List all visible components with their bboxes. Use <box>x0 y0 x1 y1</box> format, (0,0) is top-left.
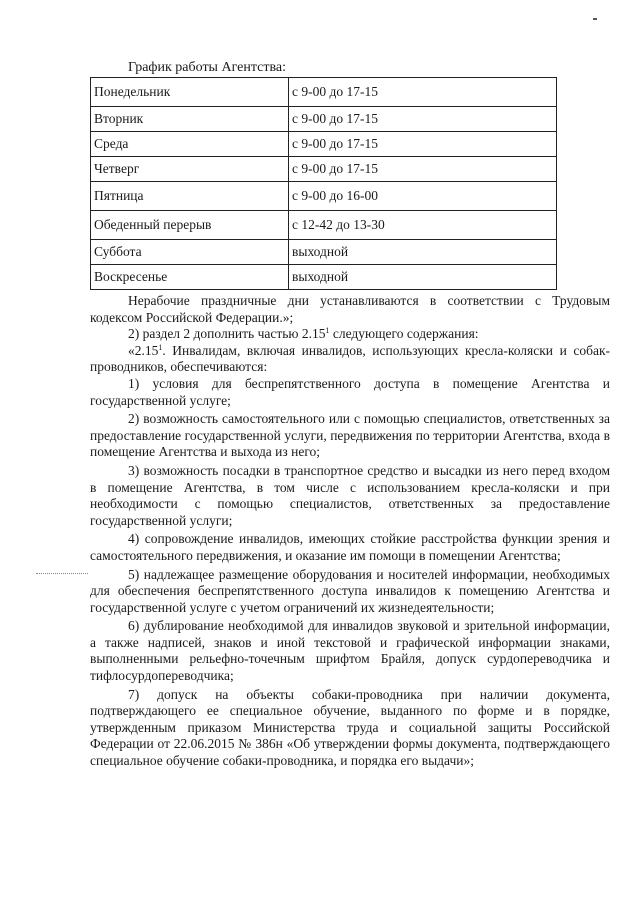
time-cell: с 9-00 до 17-15 <box>289 107 557 132</box>
paragraph-section-2-15 <box>90 343 610 376</box>
schedule-title: График работы Агентства: <box>128 60 286 75</box>
scan-mark <box>593 18 597 20</box>
section-number: «2.15 <box>128 342 159 358</box>
table-row <box>91 107 557 132</box>
time-cell: с 12-42 до 13-30 <box>289 211 557 240</box>
margin-dots <box>36 573 88 574</box>
table-row <box>91 157 557 182</box>
section-text: . Инвалидам, включая инвалидов, использующих кресла-коляски и собак-проводников, обеспечиваются: <box>90 342 610 375</box>
day-cell: Четверг <box>91 157 289 182</box>
day-cell: Обеденный перерыв <box>91 211 289 240</box>
day-cell: Воскресенье <box>91 265 289 290</box>
table-row <box>91 78 557 107</box>
list-item: 4) сопровождение инвалидов, имеющих стойкие расстройства функции зрения и самостоятельного передвижения, и оказание им помощи в помещении Агентства; <box>90 531 610 563</box>
table-row <box>91 240 557 265</box>
amendment-text-end: следующего содержания: <box>329 326 479 342</box>
day-cell: Суббота <box>91 240 289 265</box>
time-cell: с 9-00 до 16-00 <box>289 182 557 211</box>
amendment-superscript: 1 <box>325 326 330 336</box>
paragraph-holidays: Нерабочие праздничные дни устанавливаются в соответствии с Трудовым кодексом Российской Федерации.»; <box>90 293 610 325</box>
list-item: 7) допуск на объекты собаки-проводника при наличии документа, подтверждающего ее специальное обучение, выданного по форме и в порядке, утвержденным приказом Министерства труда и социальной защиты Российской Федерации от 22.06.2015 № 386н «Об утверждении формы документа, подтверждающего специальное обучение собаки-проводника, и порядка его выдачи»; <box>90 686 610 769</box>
day-cell: Вторник <box>91 107 289 132</box>
list-item: 5) надлежащее размещение оборудования и носителей информации, необходимых для обеспечения беспрепятственного доступа инвалидов к помещению Агентства и государственной услуге с учетом ограничений их жизнедеятельности; <box>90 566 610 615</box>
table-row <box>91 182 557 211</box>
day-cell: Среда <box>91 132 289 157</box>
time-cell: выходной <box>289 265 557 290</box>
section-superscript: 1 <box>158 342 163 352</box>
day-cell: Понедельник <box>91 78 289 107</box>
table-row <box>91 132 557 157</box>
table-row <box>91 211 557 240</box>
time-cell: выходной <box>289 240 557 265</box>
list-item: 3) возможность посадки в транспортное средство и высадки из него перед входом в помещение Агентства, в том числе с использованием кресла-коляски и при необходимости с помощью специалистов, ответственных за предоставление государственной услуги; <box>90 462 610 528</box>
time-cell: с 9-00 до 17-15 <box>289 157 557 182</box>
list-item: 6) дублирование необходимой для инвалидов звуковой и зрительной информации, а также надписей, знаков и иной текстовой и графической информации знаками, выполненными рельефно-точечным шрифтом Брайля, допуск сурдопереводчика и тифлосурдопереводчика; <box>90 618 610 684</box>
list-item: 2) возможность самостоятельного или с помощью специалистов, ответственных за предоставление государственной услуги, передвижения по территории Агентства, входа в помещение Агентства и выхода из него; <box>90 411 610 460</box>
document-body <box>90 293 610 770</box>
schedule-table <box>90 77 557 290</box>
table-row <box>91 265 557 290</box>
list-item: 1) условия для беспрепятственного доступа в помещение Агентства и государственной услуге; <box>90 375 610 408</box>
time-cell: с 9-00 до 17-15 <box>289 78 557 107</box>
time-cell: с 9-00 до 17-15 <box>289 132 557 157</box>
paragraph-amendment <box>90 326 610 343</box>
day-cell: Пятница <box>91 182 289 211</box>
amendment-text: 2) раздел 2 дополнить частью 2.15 <box>128 326 326 342</box>
